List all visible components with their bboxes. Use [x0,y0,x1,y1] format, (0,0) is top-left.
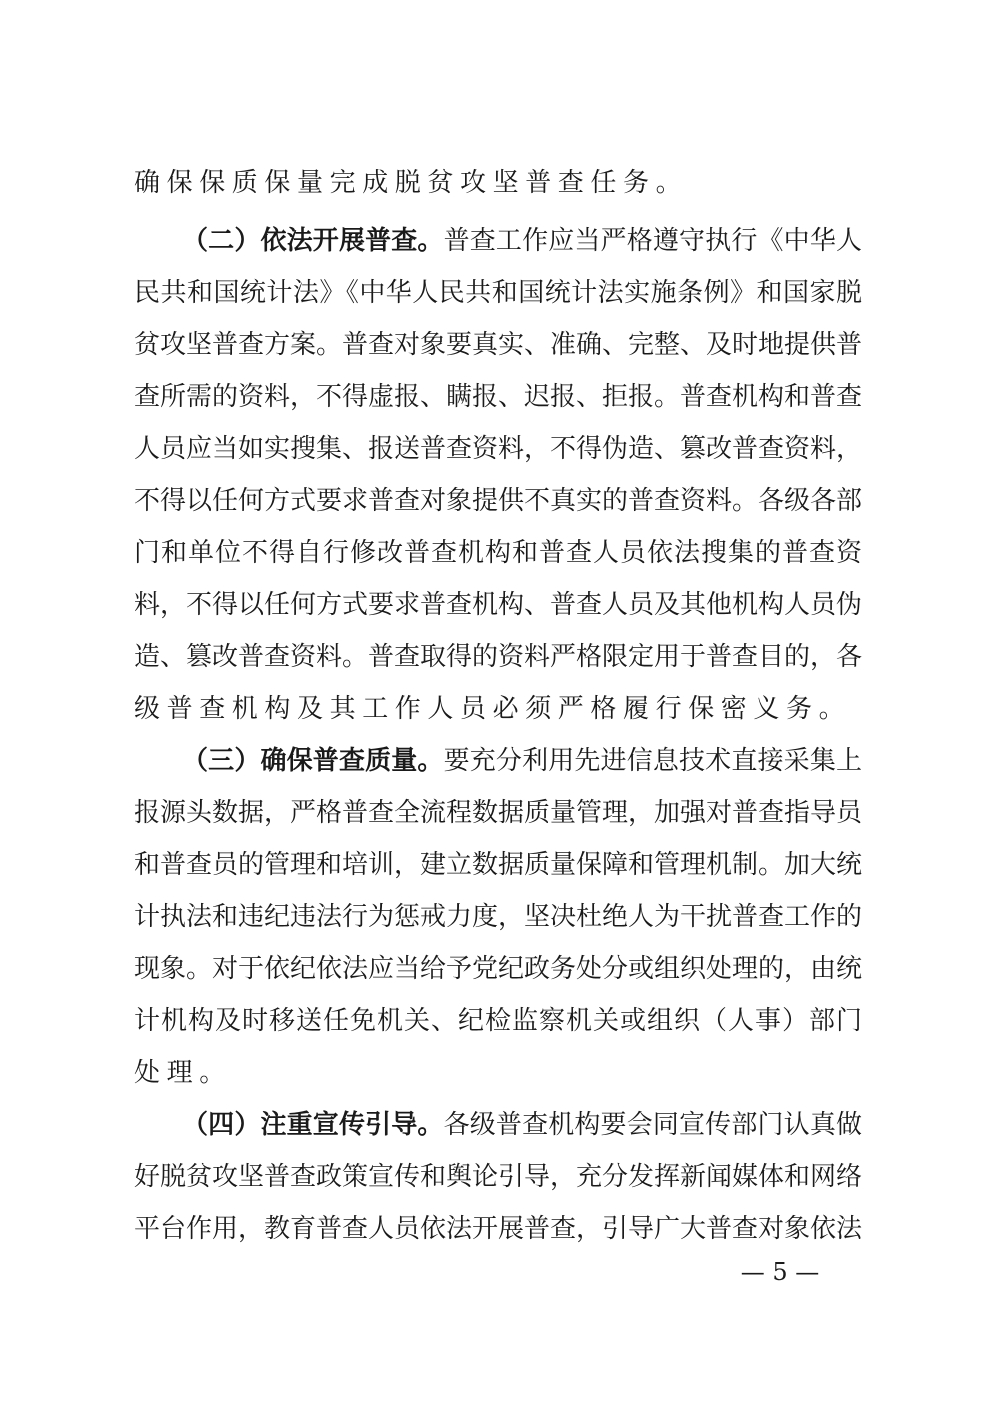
paragraph-line: 和普查员的管理和培训，建立数据质量保障和管理机制。加大统 [134,850,863,880]
section-heading: （三）确保普查质量。 [182,746,444,776]
paragraph-text: 普查工作应当严格遵守执行《中华人 [443,226,862,256]
paragraph-line: 料，不得以任何方式要求普查机构、普查人员及其他机构人员伪 [134,590,863,620]
paragraph-line: 人员应当如实搜集、报送普查资料，不得伪造、篡改普查资料， [134,434,863,464]
paragraph-line: 好脱贫攻坚普查政策宣传和舆论引导，充分发挥新闻媒体和网络 [134,1162,863,1192]
paragraph-line: 贫攻坚普查方案。普查对象要真实、准确、完整、及时地提供普 [134,330,863,360]
paragraph-text: 各级普查机构要会同宣传部门认真做 [443,1110,862,1140]
paragraph-line: 民共和国统计法》《中华人民共和国统计法实施条例》和国家脱 [134,278,862,308]
paragraph-line [182,744,862,778]
paragraph-text: 要充分利用先进信息技术直接采集上 [443,746,862,776]
paragraph-line: 确保保质保量完成脱贫攻坚普查任务。 [134,168,689,198]
paragraph-line: 查所需的资料，不得虚报、瞒报、迟报、拒报。普查机构和普查 [134,382,863,412]
section-heading: （二）依法开展普查。 [182,226,444,256]
paragraph-line: 级普查机构及其工作人员必须严格履行保密义务。 [134,694,852,724]
paragraph-line: 处理。 [134,1058,232,1088]
paragraph-line: 计执法和违纪违法行为惩戒力度，坚决杜绝人为干扰普查工作的 [134,902,863,932]
paragraph-line [182,224,862,258]
paragraph-line: 报源头数据，严格普查全流程数据质量管理，加强对普查指导员 [134,798,863,828]
paragraph-line: 平台作用，教育普查人员依法开展普查，引导广大普查对象依法 [134,1214,863,1244]
page-number: — 5 — [740,1258,820,1286]
paragraph-line: 造、篡改普查资料。普查取得的资料严格限定用于普查目的，各 [134,642,863,672]
section-heading: （四）注重宣传引导。 [182,1110,444,1140]
paragraph-line: 现象。对于依纪依法应当给予党纪政务处分或组织处理的，由统 [134,954,863,984]
paragraph-line: 不得以任何方式要求普查对象提供不真实的普查资料。各级各部 [134,486,863,516]
paragraph-line: 门和单位不得自行修改普查机构和普查人员依法搜集的普查资 [134,538,862,568]
paragraph-line: 计机构及时移送任免机关、纪检监察机关或组织（人事）部门 [134,1006,862,1036]
paragraph-line [182,1108,862,1142]
